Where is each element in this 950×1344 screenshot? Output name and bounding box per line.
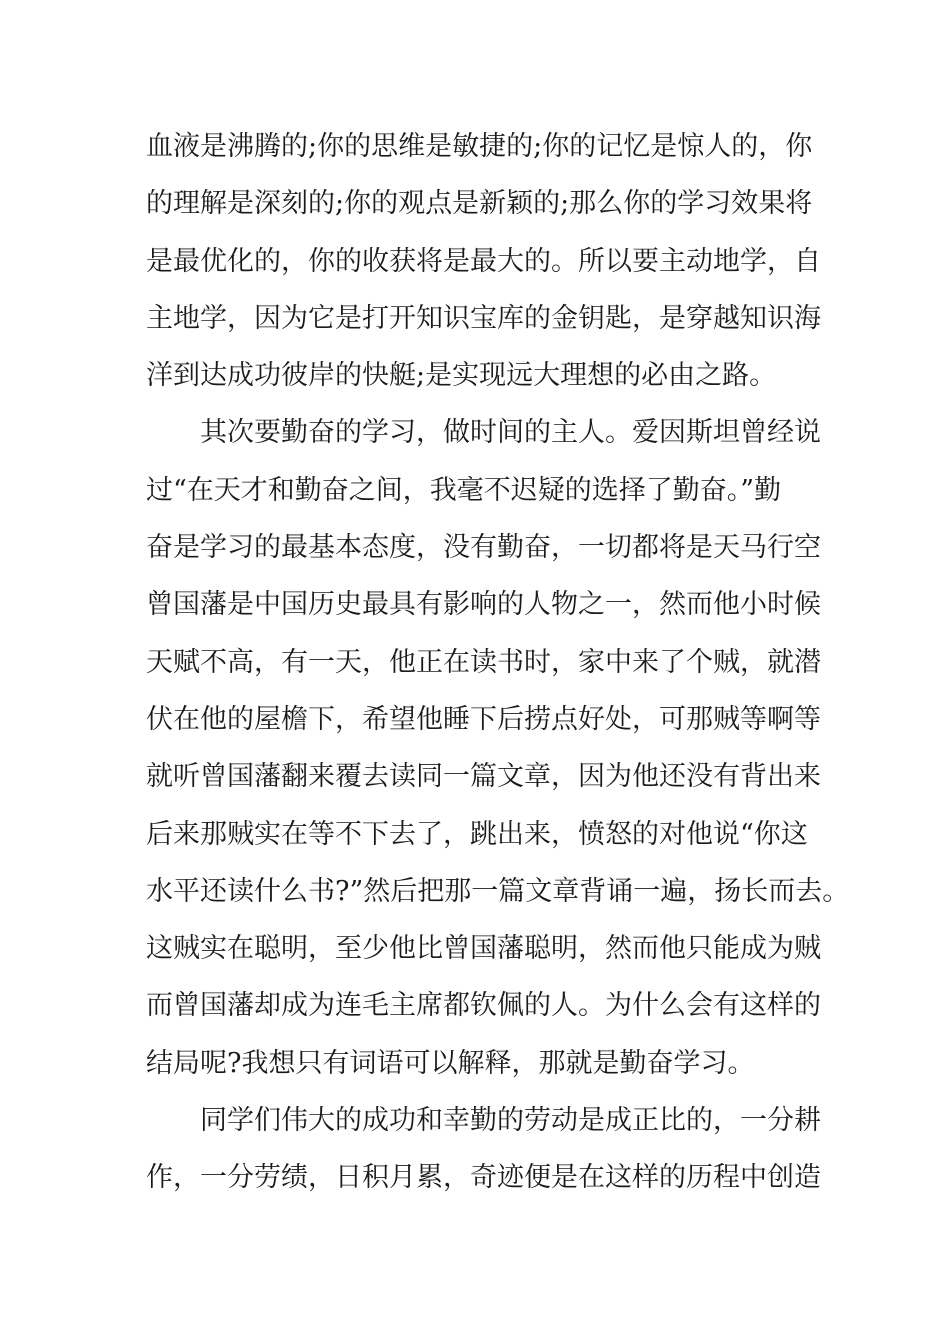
text-line: 主地学，因为它是打开知识宝库的金钥匙，是穿越知识海 — [146, 302, 821, 334]
text-line: 伏在他的屋檐下，希望他睡下后捞点好处，可那贼等啊等 — [146, 703, 821, 735]
text-line: 这贼实在聪明，至少他比曾国藩聪明，然而他只能成为贼 — [146, 933, 821, 965]
text-line: 而曾国藩却成为连毛主席都钦佩的人。为什么会有这样的 — [146, 990, 821, 1022]
text-line: 作，一分劳绩，日积月累，奇迹便是在这样的历程中创造 — [146, 1162, 821, 1194]
text-line: 洋到达成功彼岸的快艇;是实现远大理想的必由之路。 — [146, 360, 777, 392]
text-line: 曾国藩是中国历史最具有影响的人物之一，然而他小时候 — [146, 589, 821, 621]
text-line: 同学们伟大的成功和幸勤的劳动是成正比的，一分耕 — [200, 1105, 821, 1137]
text-line: 结局呢?我想只有词语可以解释，那就是勤奋学习。 — [146, 1047, 755, 1079]
text-line: 后来那贼实在等不下去了，跳出来，愤怒的对他说“你这 — [146, 818, 808, 850]
text-line: 水平还读什么书?”然后把那一篇文章背诵一遍，扬长而去。 — [146, 875, 850, 907]
text-line: 是最优化的，你的收获将是最大的。所以要主动地学，自 — [146, 245, 821, 277]
text-line: 奋是学习的最基本态度，没有勤奋，一切都将是天马行空 — [146, 532, 821, 564]
text-line: 就听曾国藩翻来覆去读同一篇文章，因为他还没有背出来 — [146, 761, 821, 793]
text-line: 过“在天才和勤奋之间，我毫不迟疑的选择了勤奋。”勤 — [146, 474, 782, 506]
text-line: 其次要勤奋的学习，做时间的主人。爱因斯坦曾经说 — [200, 417, 821, 449]
text-line: 天赋不高，有一天，他正在读书时，家中来了个贼，就潜 — [146, 646, 821, 678]
text-line: 血液是沸腾的;你的思维是敏捷的;你的记忆是惊人的，你 — [146, 131, 813, 162]
text-line: 的理解是深刻的;你的观点是新颖的;那么你的学习效果将 — [146, 188, 813, 220]
document-body — [146, 118, 850, 1207]
